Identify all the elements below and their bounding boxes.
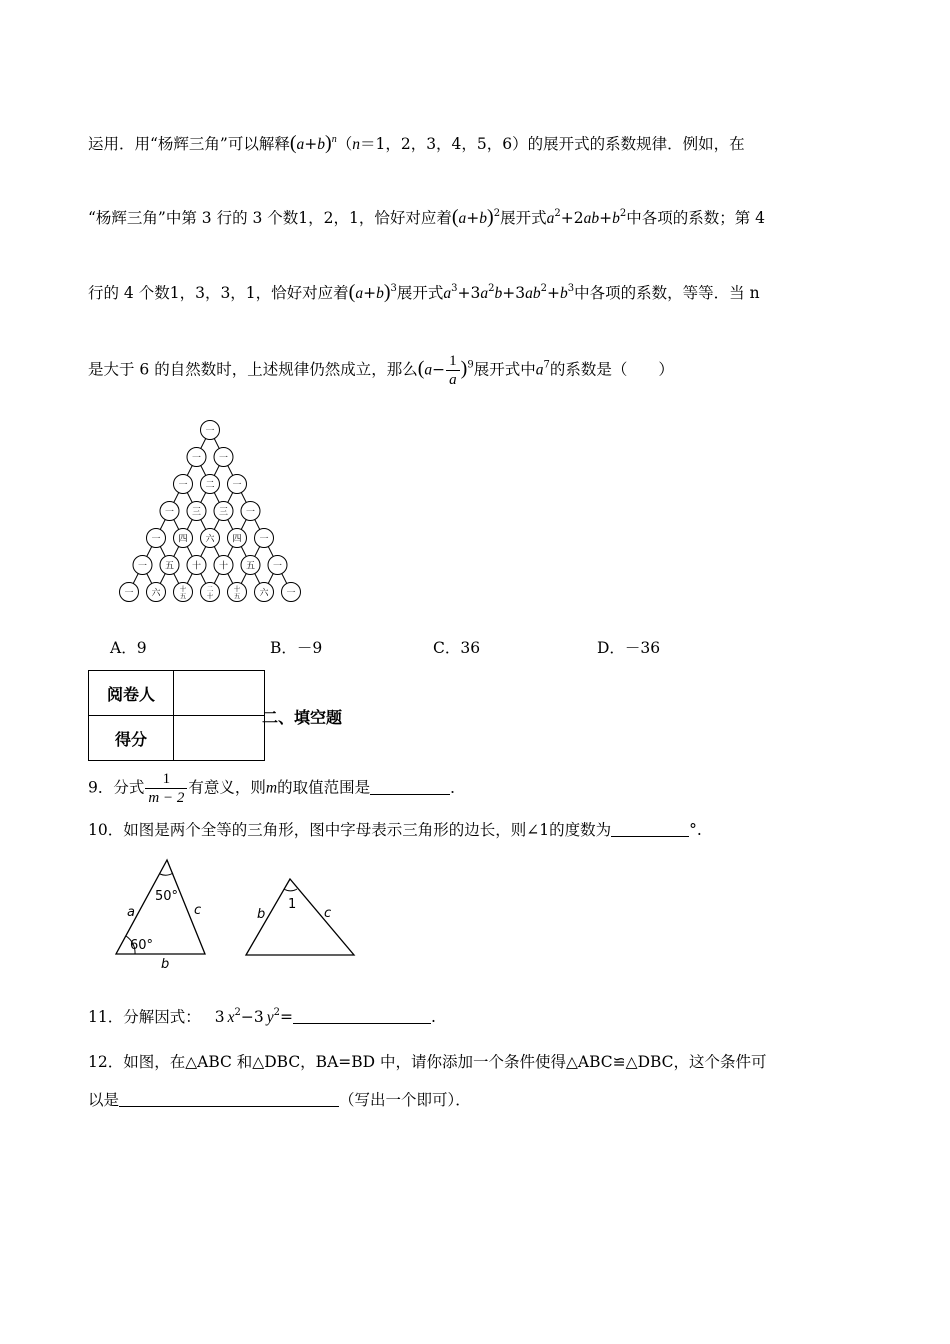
triangle-connector [241,492,246,502]
triangle-connector [268,546,273,556]
score-cell[interactable] [174,716,265,761]
angle-arc-top [160,873,173,875]
triangle-node-label: 五 [164,561,175,572]
label-60-degrees: 60° [130,938,154,953]
triangle-connector [201,492,206,502]
triangle-connector [255,546,260,556]
triangle-connector [214,546,219,556]
label-c-right: c [324,906,332,921]
triangle-node-label: 一 [232,480,242,491]
triangle-node-label: 三 [218,507,229,518]
reviewer-label: 阅卷人 [89,671,174,716]
triangle-connector [282,573,287,583]
label-b-right: b [257,907,266,922]
triangle-connector [187,573,192,583]
triangle-connector [201,465,206,475]
score-label: 得分 [89,716,174,761]
triangle-node-label: 一 [151,534,161,545]
triangle-connector [201,438,206,448]
question-9: 9．分式 $\frac{1}{m - 2}$ 有意义，则m的取值范围是 ． [88,771,466,806]
triangle-connector [241,519,246,529]
label-b-left: b [161,957,170,972]
triangle-connector [214,465,219,475]
triangle-connector [174,546,179,556]
triangle-node-label: 一 [259,534,269,545]
fraction-1-over-m-minus-2: $\frac{1}{m - 2}$ [145,770,187,807]
angle-arc-1 [284,889,297,891]
triangle-node-label: 一 [218,453,229,464]
label-a-left: a [127,905,135,920]
triangle-node-label: 一 [191,453,202,464]
triangle-node-label: 五 [233,592,241,600]
triangle-node-label: 一 [205,426,215,437]
triangle-connector [187,519,192,529]
triangle-connector [160,519,165,529]
triangle-connector [201,573,206,583]
answer-blank-10[interactable] [611,822,689,837]
triangle-node-label: 二 [205,480,215,491]
triangle-node-label: 六 [151,588,161,599]
triangle-connector [174,573,179,583]
question-12-line-1: 12．如图，在△ABC 和△DBC，BA=BD 中，请你添加一个条件使得△ABC≌△DBC，这个条件可 [88,1053,767,1071]
triangle-node-label: 六 [259,588,269,599]
triangle-connector [214,519,219,529]
triangle-connector [214,438,219,448]
triangle-node-label: 十 [179,585,187,593]
triangle-connector [201,519,206,529]
fraction-1-over-a: $\frac{1}{a}$ [446,352,460,389]
triangle-node-label: 五 [245,561,256,572]
triangle-node-label: 四 [178,534,188,545]
triangle-connector [228,465,233,475]
triangle-node-label: 一 [178,480,188,491]
triangle-connector [228,573,233,583]
triangle-connector [160,573,165,583]
triangle-connector [187,465,192,475]
triangle-connector [160,546,165,556]
triangle-connector [228,546,233,556]
option-d[interactable]: D．－36 [597,639,661,657]
triangle-connector [174,492,179,502]
triangle-node-label: 一 [124,588,134,599]
paragraph-line-2: “杨辉三角”中第 3 行的 3 个数1，2，1，恰好对应着$(a+b)^2$展开式$a^2+2ab+b^2$中各项的系数；第 4 [88,206,766,228]
triangle-node-label: 一 [272,561,283,572]
triangle-node-label: 十 [191,561,202,572]
triangle-node-label: 三 [191,507,202,518]
triangle-node-label: 十 [206,592,214,600]
label-c-left: c [194,903,202,918]
triangle-node-label: 一 [245,507,256,518]
triangle-connector [174,519,179,529]
triangle-node-label: 十 [218,561,229,572]
triangle-connector [147,573,152,583]
question-10: 10．如图是两个全等的三角形，图中字母表示三角形的边长，则∠1的度数为 °. [88,821,702,839]
answer-blank-12[interactable] [119,1092,339,1107]
triangle-connector [201,546,206,556]
triangle-connector [147,546,152,556]
question-11: 11．分解因式： 3 $x^2-3$ $y^2=$ . [88,1007,436,1026]
triangle-node-label: 二 [206,585,214,593]
triangle-connector [268,573,273,583]
label-50-degrees: 50° [155,889,179,904]
triangle-node-label: 十 [233,585,241,593]
triangle-connector [255,519,260,529]
triangle-node-label: 一 [137,561,148,572]
answer-blank-11[interactable] [293,1009,431,1024]
triangle-node-label: 六 [205,534,215,545]
congruent-triangles-figure [108,852,368,972]
option-a[interactable]: A．9 [110,639,147,657]
triangle-connector [133,573,138,583]
triangle-connector [214,492,219,502]
paragraph-line-3: 行的 4 个数1，3，3，1，恰好对应着$(a+b)^3$展开式$a^3+3a^2b+3ab^2+b^3$中各项的系数，等等．当 n [88,281,760,303]
triangle-connector [187,492,192,502]
triangle-node-label: 四 [232,534,242,545]
triangle-node-label: 五 [179,592,187,600]
triangle-connector [255,573,260,583]
triangle-node-label: 一 [164,507,175,518]
triangle-connector [187,546,192,556]
label-1: 1 [288,897,297,912]
triangle-connector [228,519,233,529]
option-c[interactable]: C．36 [433,639,481,657]
section-title: 二、填空题 [262,708,343,727]
triangle-connector [214,573,219,583]
score-box [88,670,265,761]
reviewer-cell[interactable] [174,671,265,716]
paragraph-line-1: 运用．用“杨辉三角”可以解释$(a+b)^n(n=1$，2，3，4，5，6）的展开式的系数规律．例如，在 [88,132,745,154]
triangle-connector [241,546,246,556]
yanghui-triangle-figure [115,418,315,618]
triangle-connector [228,492,233,502]
paragraph-line-4: 是大于 6 的自然数时，上述规律仍然成立，那么(a− $\frac{1}{a}$ )$^9$展开式中$a^7$的系数是（ ） [88,353,674,388]
triangle-connector [241,573,246,583]
question-12-line-2: 以是 （写出一个即可）． [88,1091,471,1109]
option-b[interactable]: B．－9 [270,639,323,657]
answer-blank-9[interactable] [370,780,450,795]
triangle-node-label: 一 [286,588,296,599]
